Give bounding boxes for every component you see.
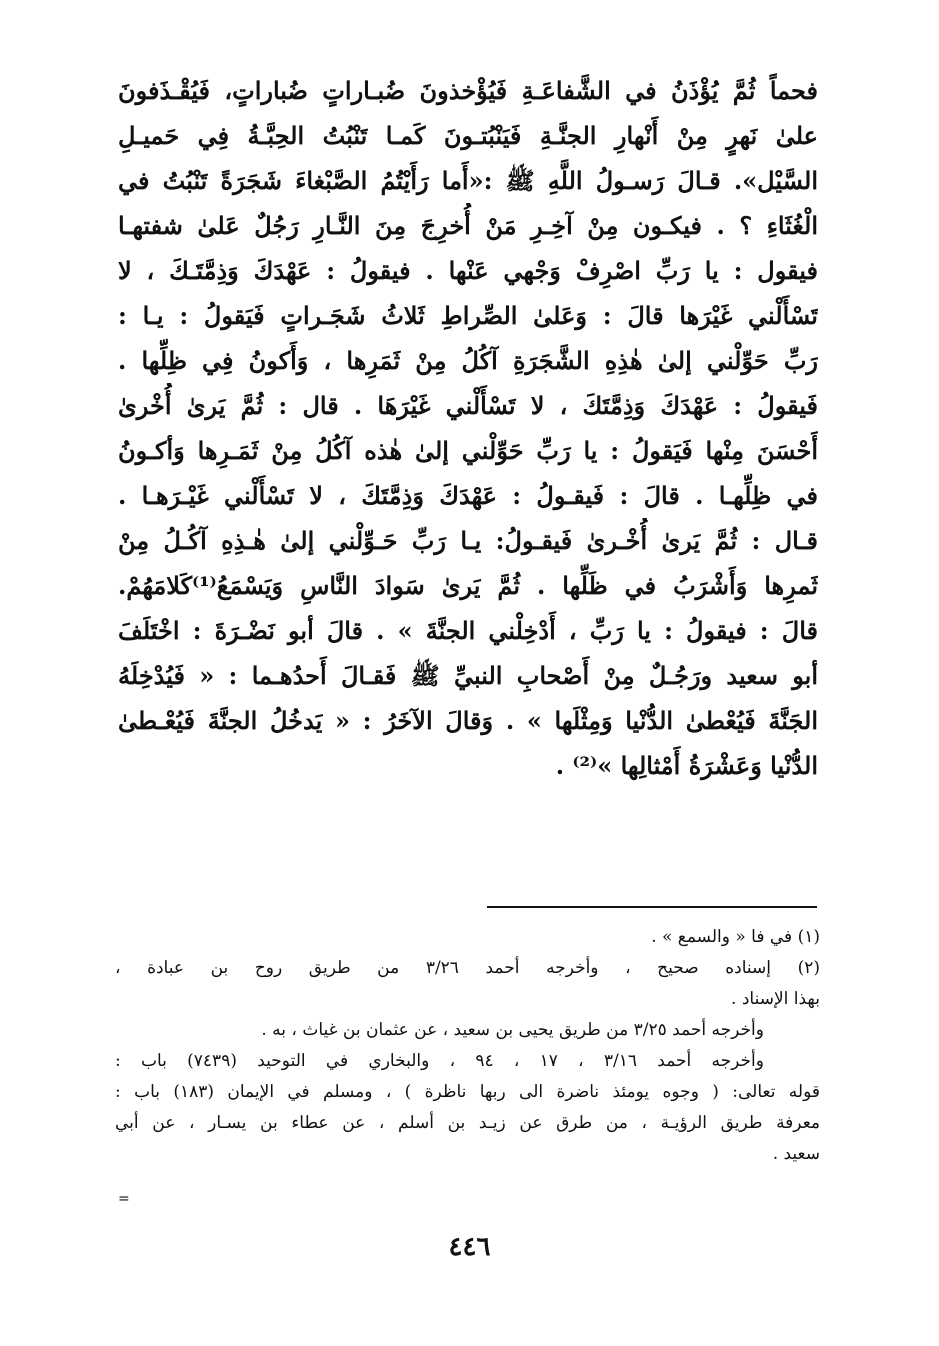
main-text-line: قـال : ثُمَّ يَرىٰ أُخْـرىٰ فَيقـولُ: يـا رَبِّ حَـوِّلْني إلىٰ هٰـذِهِ آكُـلُ مِنْ [118, 526, 818, 555]
main-text-line: تَسْأَلْني غَيْرَها قالَ : وَعَلىٰ الصِّراطِ ثَلاثُ شَجَـراتٍ فَيَقولُ : يـا : [118, 301, 818, 330]
footnote-line: (٢) إسناده صحيح ، وأخرجه أحمد ٣/٢٦ من طريق روح بن عبادة ، [115, 958, 820, 978]
footnote-line: قوله تعالى: ( وجوه يومئذ ناضرة الى ربها ناظرة ) ، ومسلم في الإيمان (١٨٣) باب : [115, 1082, 820, 1102]
footnote-line: وأخرجه أحمد ٣/٢٥ من طريق يحيى بن سعيد ، عن عثمان بن غياث ، به . [261, 1020, 764, 1040]
main-text-line: فحماً ثُمَّ يُؤْذَنُ في الشَّفاعَـةِ فَيُؤْخذونَ ضُبـاراتٍ ضُباراتٍ، فَيُقْـذَفونَ [118, 76, 818, 105]
main-text-line: ثَمرِها وَأَشْرَبُ في ظَلِّها . ثُمَّ يَرىٰ سَوادَ النَّاسِ وَيَسْمَعُ⁽¹⁾كَلامَهُمْ. [118, 571, 818, 600]
footnote-line: بهذا الإسناد . [731, 989, 820, 1009]
main-text-line: الْغُثَاءِ ؟ . فيكـون مِنْ آخِـرِ مَنْ أُخرِجَ مِنَ النَّـارِ رَجُلٌ عَلىٰ شفتهـا [118, 211, 818, 240]
footnote-line: سعيد . [772, 1144, 820, 1164]
main-text-line: أَحْسَنَ مِنْها فَيَقولُ : يا رَبِّ حَوِّلْني إلىٰ هٰذه آكُلُ مِنْ ثَمَـرِها وَأكـونُ [118, 436, 818, 465]
footnote-line: معرفة طريق الرؤيـة ، من طرق عن زيـد بن أسلم ، عن عطاء بن يسـار ، عن أبي [115, 1113, 820, 1133]
main-text-line: علىٰ نَهرٍ مِنْ أَنْهارِ الجنَّـةِ فَيَنْبُتـونَ كَمـا تَنْبُتُ الحِبَّـةُ فِي حَميـلِ [118, 121, 818, 150]
footnote-separator [487, 906, 817, 908]
main-text-line: فَيقولُ : عَهْدَكَ وَذِمَّتَكَ ، لا تَسْأَلْني غَيْرَهَا . قال : ثُمَّ يَرىٰ أُخْرىٰ [118, 391, 818, 420]
main-text-line: أبو سعيد ورَجُـلٌ مِنْ أَصْحابِ النبيِّ ﷺ فَقـالَ أَحدُهـما : « فَيُدْخِلَهُ [118, 661, 818, 690]
main-text-line: قالَ : فيقولُ : يا رَبِّ ، أَدْخِلْني الجنَّةَ » . قالَ أبو نَضْـرَةَ : اخْتَلَفَ [118, 616, 818, 645]
footnote-line: (١) في فا « والسمع » . [651, 927, 820, 947]
footnote-line: وأخرجه أحمد ٣/١٦ ، ١٧ ، ٩٤ ، والبخاري في التوحيد (٧٤٣٩) باب : [115, 1051, 764, 1071]
main-text-line: الجَنَّةَ فَيُعْطىٰ الدُّنْيا وَمِثْلَها » . وَقالَ الآخَرُ : « يَدخُلُ الجنَّةَ فَيُعْـطىٰ [118, 706, 818, 735]
main-text-line: السَّيْل». قـالَ رَسـولُ اللَّهِ ﷺ :«أَما رَأَيْتُمُ الصَّبْغاءَ شَجَرَةً تَنْبُتُ في [118, 166, 818, 195]
main-text-line: فيقول : يا رَبِّ اصْرِفْ وَجْهي عَنْها . فيقولُ : عَهْدَكَ وَذِمَّتَـكَ ، لا [118, 256, 818, 285]
main-text-body [118, 68, 818, 788]
main-text-line: رَبِّ حَوِّلْني إلىٰ هٰذِهِ الشَّجَرَةِ آكُلُ مِنْ ثَمَرِها ، وَأَكونُ فِي ظِلِّها . [118, 346, 818, 375]
footnote-continuation-marker: = [118, 1191, 130, 1207]
footnotes [115, 922, 820, 1170]
page-number: ٤٤٦ [448, 1232, 491, 1262]
main-text-line: الدُّنْيا وَعَشْرَةُ أَمْثالِها »⁽²⁾ . [555, 751, 818, 780]
main-text-line: في ظِلِّهـا . قالَ : فَيقـولُ : عَهْدَكَ وَذِمَّتَكَ ، لا تَسْأَلْني غَيْـرَهـا . [118, 481, 818, 510]
